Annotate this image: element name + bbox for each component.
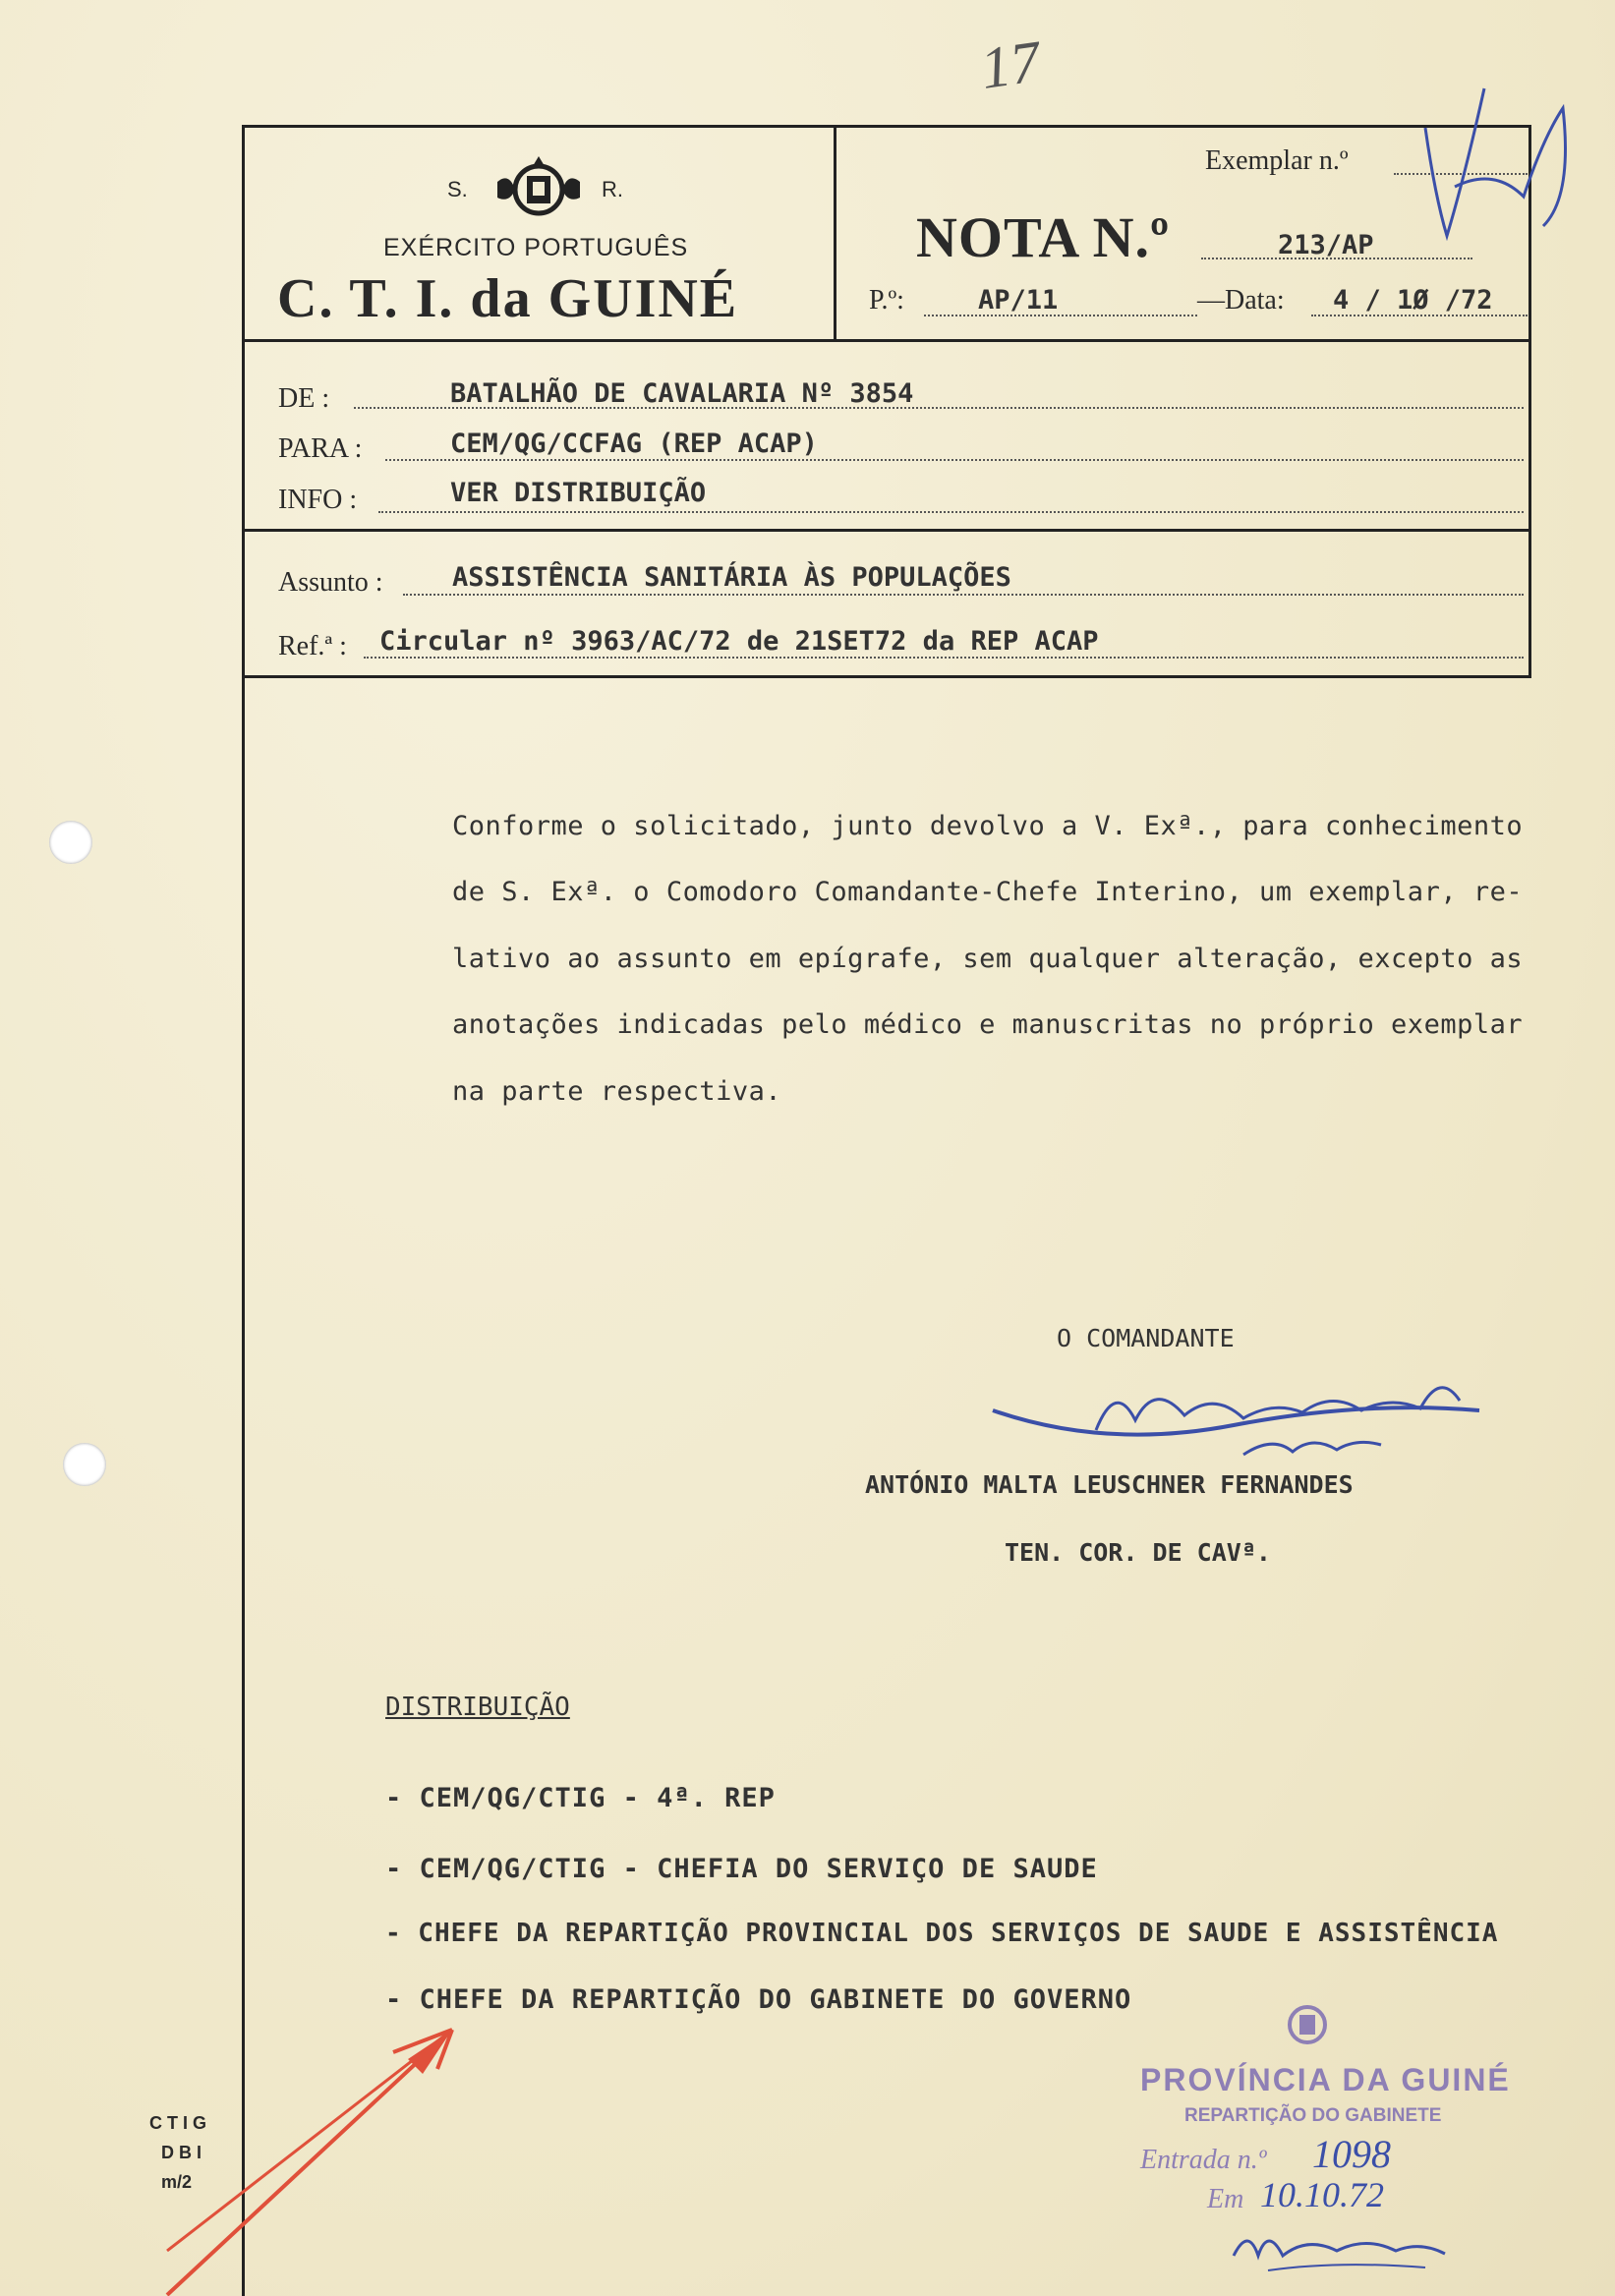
info-value: VER DISTRIBUIÇÃO — [450, 478, 707, 508]
punch-hole-bottom — [63, 1443, 106, 1486]
assunto-label: Assunto : — [278, 567, 383, 598]
p-label: P.º: — [869, 285, 904, 316]
de-label: DE : — [278, 383, 330, 414]
margin-code-1: CTIG — [149, 2113, 211, 2133]
data-value: 4 / 1Ø /72 — [1333, 285, 1493, 316]
distribution-item-4: - CHEFE DA REPARTIÇÃO DO GABINETE DO GOVERNO — [385, 1984, 1132, 2015]
stamp-line-1: PROVÍNCIA DA GUINÉ — [1140, 2062, 1511, 2097]
crest-left-letter: S. — [447, 177, 468, 201]
unit-name: C. T. I. da GUINÉ — [277, 268, 739, 329]
body-line-2: de S. Exª. o Comodoro Comandante-Chefe Interino, um exemplar, re- — [452, 877, 1524, 907]
stamp-crest-icon — [1278, 1995, 1337, 2054]
stamp-initials — [1229, 2216, 1455, 2275]
para-label: PARA : — [278, 433, 363, 464]
body-line-1: Conforme o solicitado, junto devolvo a V. Exª., para conhecimento — [452, 811, 1524, 841]
body-line-5: na parte respectiva. — [452, 1076, 782, 1107]
assunto-value: ASSISTÊNCIA SANITÁRIA ÀS POPULAÇÕES — [452, 562, 1011, 593]
data-label: —Data: — [1197, 285, 1285, 316]
info-label: INFO : — [278, 485, 358, 515]
stamp-entrada-label: Entrada n.º — [1140, 2145, 1267, 2175]
body-line-4: anotações indicadas pelo médico e manuscritas no próprio exemplar — [452, 1009, 1524, 1040]
signature-title: O COMANDANTE — [1057, 1324, 1235, 1352]
nota-number: 213/AP — [1278, 230, 1374, 260]
exemplar-label: Exemplar n.º — [1205, 145, 1349, 176]
stamp-em-label: Em — [1207, 2184, 1244, 2214]
p-value: AP/11 — [978, 285, 1059, 316]
margin-code-2: DBI — [161, 2143, 206, 2162]
stamp-entrada-value: 1098 — [1312, 2132, 1391, 2176]
margin-code-3: m/2 — [161, 2172, 193, 2192]
para-value: CEM/QG/CCFAG (REP ACAP) — [450, 429, 818, 459]
body-line-3: lativo ao assunto em epígrafe, sem qualquer alteração, excepto as — [452, 944, 1524, 974]
punch-hole-top — [49, 821, 92, 864]
page-number: 17 — [976, 29, 1045, 101]
signer-name: ANTÓNIO MALTA LEUSCHNER FERNANDES — [865, 1470, 1354, 1499]
handwritten-signature — [988, 1342, 1499, 1469]
distribution-heading: DISTRIBUIÇÃO — [385, 1693, 570, 1722]
signer-rank: TEN. COR. DE CAVª. — [1005, 1538, 1271, 1567]
ref-label: Ref.ª : — [278, 631, 347, 661]
distribution-item-3: - CHEFE DA REPARTIÇÃO PROVINCIAL DOS SERVIÇOS DE SAUDE E ASSISTÊNCIA — [385, 1919, 1499, 1948]
distribution-item-1: - CEM/QG/CTIG - 4ª. REP — [385, 1783, 776, 1813]
coat-of-arms-icon — [490, 152, 588, 226]
crest-right-letter: R. — [602, 177, 623, 201]
stamp-em-value: 10.10.72 — [1260, 2175, 1384, 2214]
army-name: EXÉRCITO PORTUGUÊS — [383, 234, 689, 261]
blue-check-mark — [1396, 59, 1592, 256]
stamp-line-2: REPARTIÇÃO DO GABINETE — [1184, 2105, 1442, 2126]
margin-rule — [242, 128, 245, 2296]
distribution-item-2: - CEM/QG/CTIG - CHEFIA DO SERVIÇO DE SAUDE — [385, 1854, 1098, 1884]
nota-label: NOTA N.º — [916, 205, 1171, 269]
ref-value: Circular nº 3963/AC/72 de 21SET72 da REP ACAP — [379, 626, 1099, 657]
de-value: BATALHÃO DE CAVALARIA Nº 3854 — [450, 378, 914, 409]
